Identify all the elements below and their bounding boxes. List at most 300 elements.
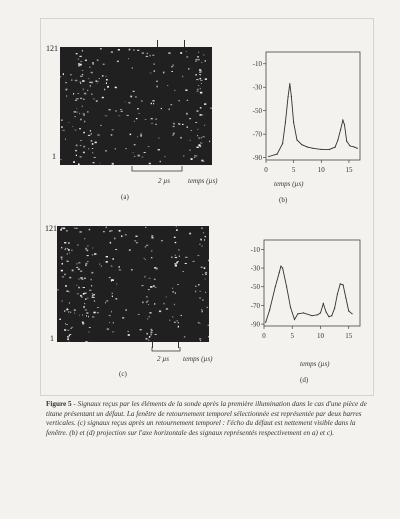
bscan-speckle xyxy=(173,126,175,127)
bscan-speckle xyxy=(148,289,150,290)
bscan-speckle xyxy=(188,68,189,70)
bscan-speckle xyxy=(178,249,179,250)
bscan-speckle xyxy=(195,291,196,293)
bscan-speckle xyxy=(100,125,101,126)
bscan-speckle xyxy=(61,247,62,249)
bscan-speckle xyxy=(69,292,70,293)
bscan-speckle xyxy=(126,309,127,311)
bscan-speckle xyxy=(173,123,174,125)
bscan-speckle xyxy=(180,52,182,54)
bscan-speckle xyxy=(73,161,75,163)
bscan-speckle xyxy=(93,99,95,100)
bscan-speckle xyxy=(76,264,77,265)
bscan-speckle xyxy=(146,296,148,297)
bscan-speckle xyxy=(118,116,120,117)
bscan-speckle xyxy=(76,145,78,147)
bscan-speckle xyxy=(178,326,179,328)
bscan-speckle xyxy=(63,228,65,230)
bscan-speckle xyxy=(84,278,86,280)
data-point xyxy=(320,312,321,313)
bscan-speckle xyxy=(201,228,203,229)
bscan-speckle xyxy=(150,55,151,57)
data-point xyxy=(275,286,276,287)
y-tick-label: -90 xyxy=(252,154,262,163)
data-point xyxy=(291,96,292,97)
bscan-speckle xyxy=(74,116,76,117)
data-point xyxy=(326,311,327,312)
bscan-speckle xyxy=(197,129,199,130)
bscan-speckle xyxy=(195,61,196,62)
bscan-speckle xyxy=(172,288,173,289)
bscan-speckle xyxy=(176,229,178,231)
bscan-speckle xyxy=(75,228,77,229)
bscan-speckle xyxy=(85,263,87,265)
bscan-texture xyxy=(60,47,212,165)
bscan-speckle xyxy=(79,56,81,57)
y-tick-label: -10 xyxy=(250,245,260,254)
bscan-speckle xyxy=(145,276,146,278)
bscan-speckle xyxy=(111,51,113,52)
bscan-speckle xyxy=(195,122,197,123)
bscan-speckle xyxy=(112,296,113,297)
window-bar-a-right xyxy=(184,40,185,47)
bscan-speckle xyxy=(83,99,85,100)
bscan-speckle xyxy=(202,143,203,144)
bscan-speckle xyxy=(105,151,107,152)
bscan-speckle xyxy=(87,298,89,299)
bscan-speckle xyxy=(116,298,118,299)
bscan-speckle xyxy=(200,80,202,81)
x-tick-label: 15 xyxy=(345,332,353,340)
bscan-speckle xyxy=(203,161,205,162)
bscan-speckle xyxy=(193,261,195,262)
bscan-speckle xyxy=(79,315,80,316)
y-tick-label: -70 xyxy=(250,301,260,310)
bscan-speckle xyxy=(204,103,206,104)
bscan-speckle xyxy=(171,71,173,72)
scale-label-c: 2 µs xyxy=(157,355,170,363)
bscan-speckle xyxy=(89,290,91,291)
bscan-speckle xyxy=(112,130,114,131)
bscan-speckle xyxy=(82,324,84,325)
bscan-speckle xyxy=(83,113,85,114)
bscan-speckle xyxy=(61,270,63,272)
bscan-speckle xyxy=(153,285,155,287)
bscan-speckle xyxy=(208,325,209,326)
scale-bracket-a xyxy=(130,165,190,175)
data-point xyxy=(293,122,294,123)
bscan-speckle xyxy=(113,322,114,324)
bscan-speckle xyxy=(200,88,201,89)
bscan-speckle xyxy=(151,118,153,119)
bscan-speckle xyxy=(149,336,150,338)
bscan-speckle xyxy=(80,76,82,77)
series-line xyxy=(269,84,357,157)
bscan-speckle xyxy=(149,316,150,317)
data-point xyxy=(268,156,269,157)
bscan-speckle xyxy=(171,256,172,258)
bscan-speckle xyxy=(172,65,174,66)
bscan-speckle xyxy=(88,148,89,149)
bscan-speckle xyxy=(91,285,92,286)
y-tick-label: -90 xyxy=(250,320,260,329)
x-tick-label: 15 xyxy=(345,166,353,174)
bscan-speckle xyxy=(200,340,201,341)
data-point xyxy=(286,286,287,287)
bscan-speckle xyxy=(200,143,201,144)
bscan-speckle xyxy=(78,287,80,289)
bscan-speckle xyxy=(104,89,105,91)
bscan-speckle xyxy=(111,230,112,231)
bscan-speckle xyxy=(80,119,81,121)
bscan-speckle xyxy=(137,136,138,137)
bscan-speckle xyxy=(85,341,87,342)
bscan-speckle xyxy=(91,82,92,84)
bscan-speckle xyxy=(85,248,87,250)
bscan-speckle xyxy=(151,257,153,258)
bscan-speckle xyxy=(205,292,206,293)
bscan-speckle xyxy=(60,159,62,160)
bscan-speckle xyxy=(88,135,90,136)
figure-caption-lead: Figure 5 xyxy=(46,400,72,408)
bscan-speckle xyxy=(82,314,83,315)
data-point xyxy=(282,143,283,144)
bscan-speckle xyxy=(65,82,66,83)
bscan-speckle xyxy=(91,133,92,134)
bscan-speckle xyxy=(185,89,187,91)
bscan-speckle xyxy=(74,228,75,229)
bscan-speckle xyxy=(77,293,79,294)
bscan-speckle xyxy=(66,230,68,231)
data-point xyxy=(280,266,281,267)
bscan-speckle xyxy=(83,132,85,134)
data-point xyxy=(335,147,336,148)
bscan-speckle xyxy=(145,259,146,260)
bscan-speckle xyxy=(85,60,87,62)
bscan-speckle xyxy=(82,323,84,324)
bscan-speckle xyxy=(88,78,89,79)
bscan-speckle xyxy=(201,239,202,241)
bscan-speckle xyxy=(101,265,102,266)
bscan-speckle xyxy=(209,141,210,142)
bscan-speckle xyxy=(67,253,68,254)
bscan-c-ytop: 121 xyxy=(45,224,57,233)
bscan-speckle xyxy=(69,277,71,278)
bscan-speckle xyxy=(117,61,119,63)
y-tick-label: -10 xyxy=(252,60,262,69)
bscan-speckle xyxy=(186,51,187,52)
bscan-speckle xyxy=(61,257,63,259)
bscan-speckle xyxy=(136,242,138,243)
bscan-speckle xyxy=(93,312,95,314)
bscan-speckle xyxy=(198,138,200,139)
bscan-speckle xyxy=(112,332,114,333)
bscan-speckle xyxy=(96,101,98,102)
bscan-speckle xyxy=(146,338,148,339)
bscan-speckle xyxy=(111,134,113,135)
bscan-speckle xyxy=(84,293,86,295)
bscan-speckle xyxy=(183,156,184,157)
bscan-speckle xyxy=(150,334,152,336)
bscan-image-a xyxy=(60,47,212,165)
data-point xyxy=(321,149,322,150)
bscan-speckle xyxy=(81,279,83,281)
bscan-speckle xyxy=(149,312,151,314)
bscan-speckle xyxy=(122,317,124,318)
bscan-speckle xyxy=(94,157,96,158)
bscan-speckle xyxy=(67,261,69,262)
bscan-speckle xyxy=(85,298,86,300)
bscan-speckle xyxy=(141,133,142,135)
bscan-speckle xyxy=(65,323,66,324)
data-point xyxy=(329,149,330,150)
bscan-speckle xyxy=(82,74,83,75)
bscan-speckle xyxy=(142,302,143,304)
panel-label-c: (c) xyxy=(119,370,127,378)
bscan-speckle xyxy=(66,95,67,97)
bscan-speckle xyxy=(205,60,206,61)
bscan-speckle xyxy=(97,83,98,84)
data-point xyxy=(317,314,318,315)
bscan-speckle xyxy=(80,61,82,62)
bscan-speckle xyxy=(83,306,85,308)
y-tick-label: -50 xyxy=(252,107,262,116)
bscan-speckle xyxy=(147,301,149,302)
x-tick-label: 5 xyxy=(291,166,296,174)
data-point xyxy=(349,145,350,146)
bscan-speckle xyxy=(163,72,165,74)
bscan-speckle xyxy=(87,111,89,112)
bscan-speckle xyxy=(129,249,131,250)
bscan-speckle xyxy=(137,50,139,51)
bscan-speckle xyxy=(151,332,153,334)
bscan-speckle xyxy=(84,121,85,123)
bscan-speckle xyxy=(154,64,155,65)
bscan-speckle xyxy=(82,106,83,107)
bscan-speckle xyxy=(103,64,105,65)
bscan-speckle xyxy=(208,336,209,337)
bscan-speckle xyxy=(91,72,93,74)
bscan-speckle xyxy=(87,246,88,247)
bscan-speckle xyxy=(69,302,70,304)
bscan-speckle xyxy=(201,309,202,310)
bscan-a-ytop: 121 xyxy=(46,44,58,53)
bscan-speckle xyxy=(189,150,191,151)
bscan-speckle xyxy=(189,118,191,119)
bscan-speckle xyxy=(130,134,132,136)
bscan-speckle xyxy=(147,53,148,54)
bscan-speckle xyxy=(202,245,203,247)
bscan-speckle xyxy=(198,52,199,53)
bscan-speckle xyxy=(86,250,88,252)
data-point xyxy=(297,313,298,314)
bscan-speckle xyxy=(62,263,64,265)
bscan-speckle xyxy=(78,262,80,263)
bscan-speckle xyxy=(75,80,77,81)
bscan-speckle xyxy=(81,295,82,296)
bscan-speckle xyxy=(74,111,76,112)
bscan-speckle xyxy=(146,301,147,302)
x-tick-label: 0 xyxy=(264,166,268,174)
bscan-speckle xyxy=(89,67,90,68)
bscan-speckle xyxy=(203,233,204,234)
bscan-speckle xyxy=(103,231,105,232)
scale-label-a: 2 µs xyxy=(158,177,171,185)
data-point xyxy=(307,147,308,148)
bscan-speckle xyxy=(178,123,180,124)
data-point xyxy=(312,148,313,149)
bscan-speckle xyxy=(78,164,80,166)
bscan-speckle xyxy=(107,86,109,88)
bscan-speckle xyxy=(175,292,176,293)
bscan-speckle xyxy=(199,72,201,73)
bscan-speckle xyxy=(201,62,202,63)
bscan-speckle xyxy=(175,257,177,258)
bscan-speckle xyxy=(106,76,107,77)
bscan-speckle xyxy=(80,64,82,66)
bscan-speckle xyxy=(134,121,135,122)
bscan-speckle xyxy=(83,287,85,288)
bscan-speckle xyxy=(167,85,168,86)
bscan-speckle xyxy=(76,108,77,109)
bscan-speckle xyxy=(200,107,202,109)
bscan-speckle xyxy=(70,328,72,329)
bscan-speckle xyxy=(80,98,82,99)
bscan-speckle xyxy=(112,258,114,260)
bscan-speckle xyxy=(91,279,92,281)
bscan-speckle xyxy=(132,68,133,69)
bscan-speckle xyxy=(204,267,206,269)
bscan-speckle xyxy=(204,239,205,240)
bscan-speckle xyxy=(155,287,157,288)
bscan-speckle xyxy=(142,157,144,158)
panel-label-b: (b) xyxy=(279,196,288,204)
bscan-speckle xyxy=(128,59,129,60)
bscan-speckle xyxy=(186,56,188,57)
bscan-speckle xyxy=(93,294,94,296)
bscan-speckle xyxy=(198,284,200,285)
bscan-speckle xyxy=(83,114,84,116)
bscan-speckle xyxy=(197,56,199,58)
bscan-speckle xyxy=(134,240,136,241)
bscan-speckle xyxy=(67,308,68,309)
bscan-speckle xyxy=(199,244,200,245)
bscan-speckle xyxy=(199,298,201,299)
bscan-speckle xyxy=(174,237,176,238)
data-point xyxy=(288,96,289,97)
bscan-speckle xyxy=(155,334,157,335)
bscan-speckle xyxy=(157,86,158,88)
bscan-speckle xyxy=(197,135,198,136)
bscan-speckle xyxy=(174,304,175,305)
bscan-speckle xyxy=(151,103,152,104)
bscan-speckle xyxy=(68,311,69,313)
bscan-speckle xyxy=(64,310,65,312)
bscan-speckle xyxy=(68,330,70,331)
bscan-speckle xyxy=(64,329,66,331)
bscan-speckle xyxy=(200,78,202,80)
bscan-speckle xyxy=(99,78,100,79)
bscan-speckle xyxy=(154,70,155,72)
bscan-speckle xyxy=(91,140,93,142)
bscan-speckle xyxy=(200,92,202,94)
bscan-speckle xyxy=(191,158,193,160)
bscan-speckle xyxy=(60,229,62,231)
bscan-c-ybottom: 1 xyxy=(50,334,54,343)
bscan-speckle xyxy=(71,327,73,328)
data-point xyxy=(348,310,349,311)
bscan-speckle xyxy=(92,317,94,318)
bscan-speckle xyxy=(76,267,78,268)
bscan-speckle xyxy=(161,240,163,241)
bscan-speckle xyxy=(196,91,198,92)
bscan-speckle xyxy=(72,270,74,272)
bscan-speckle xyxy=(65,274,66,276)
bscan-speckle xyxy=(105,116,106,117)
panel-label-d: (d) xyxy=(300,376,309,384)
bscan-speckle xyxy=(169,320,170,321)
bscan-speckle xyxy=(67,248,68,249)
bscan-speckle xyxy=(155,119,157,120)
bscan-speckle xyxy=(136,96,137,98)
bscan-speckle xyxy=(97,134,99,135)
bscan-speckle xyxy=(67,336,69,337)
bscan-speckle xyxy=(202,311,203,313)
bscan-speckle xyxy=(177,284,179,285)
bscan-speckle xyxy=(175,242,177,243)
bscan-speckle xyxy=(88,230,90,231)
bscan-speckle xyxy=(68,249,70,251)
bscan-speckle xyxy=(114,238,115,240)
bscan-speckle xyxy=(100,48,102,49)
profile-plot-b xyxy=(238,44,364,196)
bscan-speckle xyxy=(109,315,111,316)
bscan-speckle xyxy=(109,109,111,110)
data-point xyxy=(331,315,332,316)
bscan-speckle xyxy=(142,52,144,54)
bscan-speckle xyxy=(133,91,135,92)
data-point xyxy=(344,124,345,125)
bscan-speckle xyxy=(199,74,201,75)
bscan-speckle xyxy=(125,102,126,103)
bscan-speckle xyxy=(88,316,89,318)
bscan-speckle xyxy=(109,322,110,323)
bscan-speckle xyxy=(115,148,116,149)
bscan-speckle xyxy=(76,98,78,99)
bscan-speckle xyxy=(100,163,101,164)
bscan-speckle xyxy=(151,235,153,236)
bscan-speckle xyxy=(61,259,62,260)
bscan-speckle xyxy=(160,161,162,163)
bscan-speckle xyxy=(179,100,180,101)
bscan-speckle xyxy=(94,253,96,255)
bscan-speckle xyxy=(151,237,153,239)
bscan-speckle xyxy=(70,74,72,75)
bscan-speckle xyxy=(127,115,129,116)
bscan-speckle xyxy=(144,152,146,153)
bscan-speckle xyxy=(182,124,184,125)
bscan-speckle xyxy=(168,109,170,110)
bscan-speckle xyxy=(145,119,147,120)
bscan-speckle xyxy=(158,149,160,150)
bscan-speckle xyxy=(80,140,82,141)
bscan-speckle xyxy=(142,100,143,101)
bscan-speckle xyxy=(106,261,108,263)
bscan-speckle xyxy=(67,89,68,90)
bscan-speckle xyxy=(84,93,86,95)
bscan-speckle xyxy=(198,322,200,324)
bscan-speckle xyxy=(200,114,202,116)
